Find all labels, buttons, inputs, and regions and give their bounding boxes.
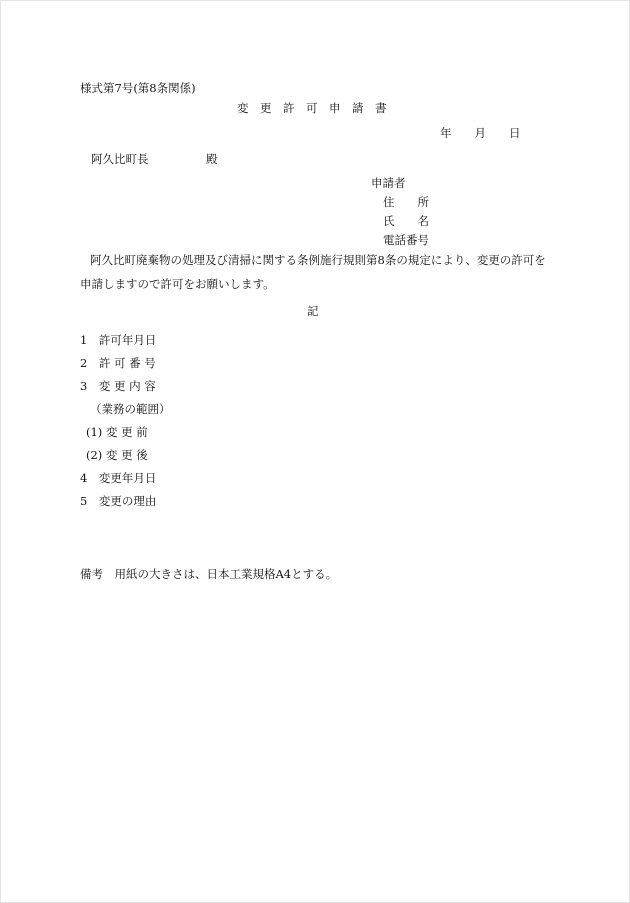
address-label: 住 所 (383, 195, 429, 209)
name-label: 氏 名 (383, 214, 429, 228)
item-change-content: 3 変 更 内 容 (80, 379, 156, 393)
item-change-reason: 5 変更の理由 (80, 494, 157, 508)
record-heading: 記 (307, 304, 319, 318)
item-before-change: (1) 変 更 前 (86, 425, 148, 439)
item-permit-number: 2 許 可 番 号 (80, 356, 156, 370)
item-after-change: (2) 変 更 後 (86, 448, 148, 462)
item-change-date: 4 変更年月日 (80, 471, 157, 485)
body-line-2: 申請しますので許可をお願いします。 (80, 277, 275, 291)
applicant-heading: 申請者 (371, 176, 406, 190)
addressee: 阿久比町長 殿 (91, 152, 218, 166)
form-number: 様式第7号(第8条関係) (80, 81, 196, 95)
form-title: 変 更 許 可 申 請 書 (237, 101, 387, 115)
remarks-note: 備考 用紙の大きさは、日本工業規格A4とする。 (80, 567, 338, 581)
item-permit-date: 1 許可年月日 (80, 333, 157, 347)
date-line: 年 月 日 (440, 126, 521, 140)
body-line-1: 阿久比町廃棄物の処理及び清掃に関する条例施行規則第8条の規定により、変更の許可を (90, 253, 546, 267)
phone-label: 電話番号 (383, 233, 429, 247)
item-business-scope: （業務の範囲） (90, 402, 171, 416)
